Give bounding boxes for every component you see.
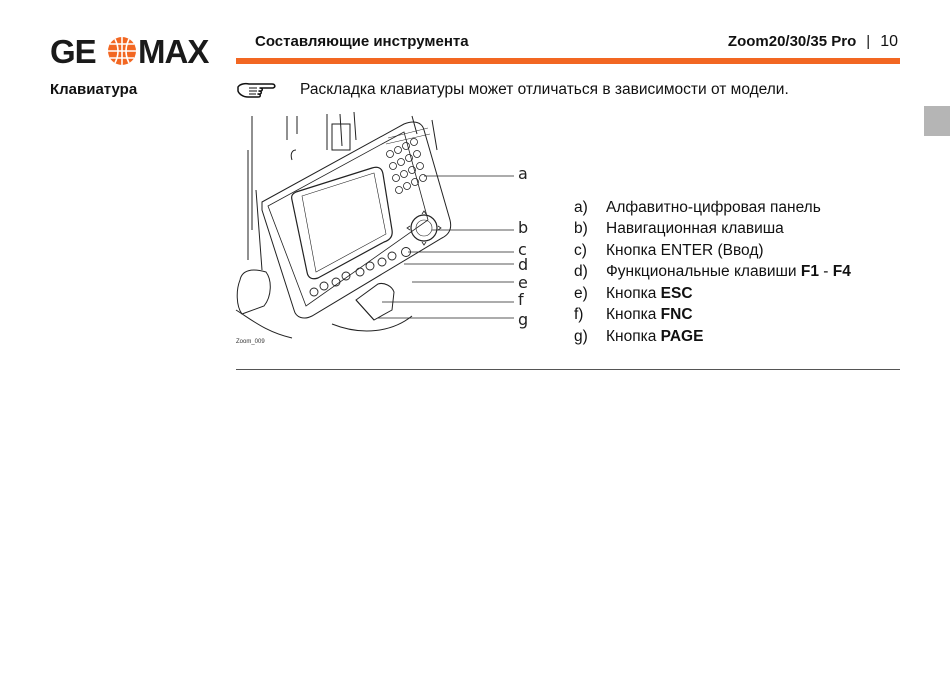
component-legend: [574, 197, 851, 348]
callout-c: c: [518, 240, 527, 259]
chapter-side-tab: [924, 106, 950, 136]
keyboard-illustration: [232, 110, 532, 354]
legend-item: [574, 283, 851, 305]
layout-note: Раскладка клавиатуры может отличаться в зависимости от модели.: [300, 81, 789, 98]
legend-letter: g): [574, 327, 588, 345]
legend-letter: d): [574, 263, 588, 281]
legend-text: Кнопка: [606, 327, 661, 345]
legend-key-page: PAGE: [660, 327, 704, 345]
legend-item: [574, 262, 851, 284]
legend-item: [574, 197, 851, 219]
page-number: 10: [880, 33, 898, 50]
chapter-title: Составляющие инструмента: [255, 33, 469, 50]
callout-f: f: [518, 290, 524, 309]
legend-key-f4: F4: [832, 263, 851, 281]
callout-a: a: [518, 164, 528, 183]
pointing-hand-icon: [236, 80, 282, 104]
section-end-rule: [236, 369, 900, 370]
legend-text: Алфавитно-цифровая панель: [606, 198, 821, 216]
legend-text: Кнопка ENTER (Ввод): [606, 241, 764, 259]
callout-d: d: [518, 255, 529, 274]
legend-letter: f): [574, 306, 584, 324]
legend-letter: e): [574, 284, 588, 302]
header-right: [728, 33, 898, 51]
legend-text: Навигационная клавиша: [606, 220, 784, 238]
svg-text:MAX: MAX: [138, 33, 209, 70]
model-name: Zoom20/30/35 Pro: [727, 33, 857, 50]
legend-letter: a): [574, 198, 588, 216]
legend-key-fnc: FNC: [660, 306, 693, 324]
svg-text:GE: GE: [50, 33, 96, 70]
callout-e: e: [518, 273, 528, 292]
legend-item: [574, 240, 851, 262]
legend-item: [574, 326, 851, 348]
legend-item: [574, 219, 851, 241]
legend-letter: b): [574, 220, 588, 238]
callout-g: g: [518, 310, 529, 329]
header-accent-rule: [236, 58, 900, 64]
legend-key-f1: F1: [800, 263, 819, 281]
legend-letter: c): [574, 241, 587, 259]
callout-b: b: [518, 218, 529, 237]
figure-caption: Zoom_009: [236, 339, 265, 345]
section-title: Клавиатура: [50, 81, 138, 98]
legend-key-esc: ESC: [660, 284, 693, 302]
legend-text: Кнопка: [606, 306, 661, 324]
legend-text: Функциональные клавиши: [606, 263, 801, 281]
legend-text: Кнопка: [606, 284, 661, 302]
geomax-logo: [50, 30, 215, 72]
legend-item: [574, 305, 851, 327]
legend-dash: -: [818, 263, 833, 281]
header-separator: |: [866, 33, 871, 50]
